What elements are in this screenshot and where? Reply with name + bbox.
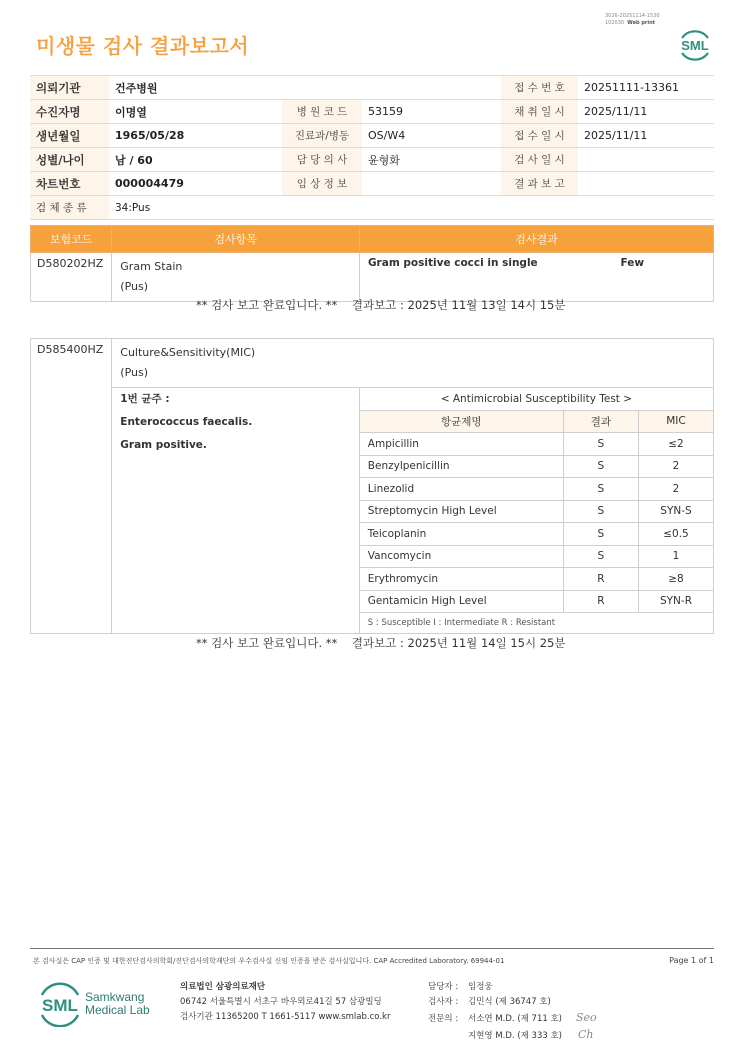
chart-value: 000004479 [115, 177, 184, 190]
specimen-label: 검 체 종 류 [30, 196, 109, 220]
ast-result: R [563, 568, 638, 591]
ast-legend: S : Susceptible I : Intermediate R : Resistant [360, 613, 713, 634]
client-label: 의뢰기관 [30, 76, 109, 100]
patient-info-table [30, 75, 714, 220]
doctor-value: 윤형화 [362, 148, 501, 172]
ast-mic: SYN-S [638, 500, 713, 523]
ast-row [360, 433, 713, 456]
ast-mic: 2 [638, 455, 713, 478]
samkwang-logo-mark: SML [42, 996, 78, 1015]
page-title: 미생물 검사 결과보고서 [36, 34, 250, 58]
gram-done: ** 검사 보고 완료입니다. ** [196, 298, 338, 312]
staff-name: 지현영 M.D. (제 333 호) [468, 1031, 563, 1041]
report-label: 결 과 보 고 [501, 172, 578, 196]
gram-amount: Few [620, 257, 645, 269]
specimen-value: 34:Pus [109, 196, 714, 220]
ast-title: < Antimicrobial Susceptibility Test > [360, 388, 713, 410]
signature-2: Ch [578, 1028, 594, 1041]
ast-drug: Ampicillin [360, 433, 563, 456]
culture-specimen: (Pus) [120, 366, 149, 379]
clinical-value [362, 172, 501, 196]
ast-mic: ≥8 [638, 568, 713, 591]
ast-result: S [563, 455, 638, 478]
dept-label: 진료과/병동 [282, 124, 362, 148]
footer-divider [30, 948, 714, 949]
ast-mic: 2 [638, 478, 713, 501]
receipt-no-value: 20251111-13361 [578, 76, 714, 100]
patient-value: 이명열 [115, 105, 147, 119]
samkwang-name-2: Medical Lab [85, 1003, 150, 1017]
ast-row [360, 545, 713, 568]
ast-mic: ≤0.5 [638, 523, 713, 546]
chart-label: 차트번호 [30, 172, 109, 196]
culture-report-time: 결과보고 : 2025년 11월 14일 15시 25분 [351, 636, 566, 650]
gram-code: D580202HZ [31, 253, 112, 302]
strain-label: 1번 균주 : [120, 393, 170, 405]
footer-contact: 검사기관 11365200 T 1661-5117 www.smlab.co.kr [180, 1012, 391, 1022]
organism-name: Enterococcus faecalis. [120, 416, 253, 428]
client-value: 건주병원 [115, 81, 158, 95]
culture-done: ** 검사 보고 완료입니다. ** [196, 636, 338, 650]
samkwang-logo [38, 981, 158, 1027]
page-number: Page 1 of 1 [669, 956, 714, 965]
ast-drug: Linezolid [360, 478, 563, 501]
collect-date-value: 2025/11/11 [578, 100, 714, 124]
dept-value: OS/W4 [362, 124, 501, 148]
staff-name: 서소연 M.D. (제 711 호) [468, 1014, 563, 1024]
ast-result: S [563, 523, 638, 546]
ast-row [360, 455, 713, 478]
col-mic: MIC [638, 410, 713, 433]
header-result: 검사결과 [359, 226, 713, 253]
ast-mic: SYN-R [638, 590, 713, 613]
sex-age-label: 성별/나이 [30, 148, 109, 172]
ast-result: R [563, 590, 638, 613]
footer-note: 본 검사실은 CAP 인증 및 대한진단검사의학회/진단검사의학재단의 우수검사실 신임 인증을 받은 검사실입니다. CAP Accredited Laboratory. 69944-01 [33, 957, 505, 965]
ast-result: S [563, 433, 638, 456]
staff-role: 담당자 : [428, 982, 459, 992]
samkwang-name-1: Samkwang [85, 990, 145, 1004]
patient-label: 수진자명 [30, 100, 109, 124]
footer-staff-block [428, 980, 597, 1044]
sml-logo-text: SML [681, 38, 709, 53]
ast-drug: Erythromycin [360, 568, 563, 591]
ast-table [360, 388, 713, 633]
ast-mic: ≤2 [638, 433, 713, 456]
footer-org: 의료법인 삼광의료재단 [180, 982, 266, 992]
staff-name: 김민식 (제 36747 호) [468, 997, 551, 1007]
birth-value: 1965/05/28 [115, 129, 185, 142]
footer-address-block [180, 980, 390, 1025]
gram-report-status [196, 297, 565, 313]
gram-result: Gram positive cocci in single [367, 257, 538, 269]
ast-row [360, 590, 713, 613]
document-code-line1: 3026-20251114-1530 [605, 13, 660, 19]
signature-1: Seo [576, 1011, 597, 1024]
ast-drug: Teicoplanin [360, 523, 563, 546]
receipt-date-value: 2025/11/11 [578, 124, 714, 148]
culture-report-status [196, 635, 565, 651]
hospital-code-value: 53159 [362, 100, 501, 124]
document-code-line2: 102030 [605, 20, 625, 26]
clinical-label: 임 상 정 보 [282, 172, 362, 196]
test-date-value [578, 148, 714, 172]
report-value [578, 172, 714, 196]
hospital-code-label: 병 원 코 드 [282, 100, 362, 124]
ast-drug: Gentamicin High Level [360, 590, 563, 613]
staff-role: 검사자 : [428, 997, 459, 1007]
col-result: 결과 [563, 410, 638, 433]
web-print-label: Web print [627, 20, 656, 26]
sex-age-value: 남 / 60 [115, 153, 153, 167]
ast-result: S [563, 478, 638, 501]
header-code: 보험코드 [31, 226, 112, 253]
ast-row [360, 500, 713, 523]
sml-logo-icon [676, 26, 714, 64]
ast-drug: Streptomycin High Level [360, 500, 563, 523]
document-code [605, 13, 660, 27]
gram-item: Gram Stain [120, 260, 183, 273]
gram-stain-table [30, 225, 714, 302]
ast-drug: Benzylpenicillin [360, 455, 563, 478]
footer-address: 06742 서울특별시 서초구 바우뫼로41길 57 삼광빌딩 [180, 997, 382, 1007]
gram-specimen: (Pus) [120, 280, 149, 293]
collect-date-label: 채 취 일 시 [501, 100, 578, 124]
ast-result: S [563, 500, 638, 523]
gram-type: Gram positive. [120, 439, 207, 451]
culture-table [30, 338, 714, 634]
ast-result: S [563, 545, 638, 568]
col-drug: 항균제명 [360, 410, 563, 433]
culture-item: Culture&Sensitivity(MIC) [120, 346, 256, 359]
receipt-no-label: 접 수 번 호 [501, 76, 578, 100]
staff-name: 임정웅 [468, 982, 493, 992]
staff-role: 전문의 : [428, 1014, 459, 1024]
receipt-date-label: 접 수 일 시 [501, 124, 578, 148]
ast-row [360, 523, 713, 546]
ast-row [360, 478, 713, 501]
birth-label: 생년월일 [30, 124, 109, 148]
ast-drug: Vancomycin [360, 545, 563, 568]
header-item: 검사항목 [112, 226, 360, 253]
culture-code: D585400HZ [31, 339, 112, 634]
doctor-label: 담 당 의 사 [282, 148, 362, 172]
gram-report-time: 결과보고 : 2025년 11월 13일 14시 15분 [351, 298, 566, 312]
test-date-label: 검 사 일 시 [501, 148, 578, 172]
ast-row [360, 568, 713, 591]
ast-mic: 1 [638, 545, 713, 568]
